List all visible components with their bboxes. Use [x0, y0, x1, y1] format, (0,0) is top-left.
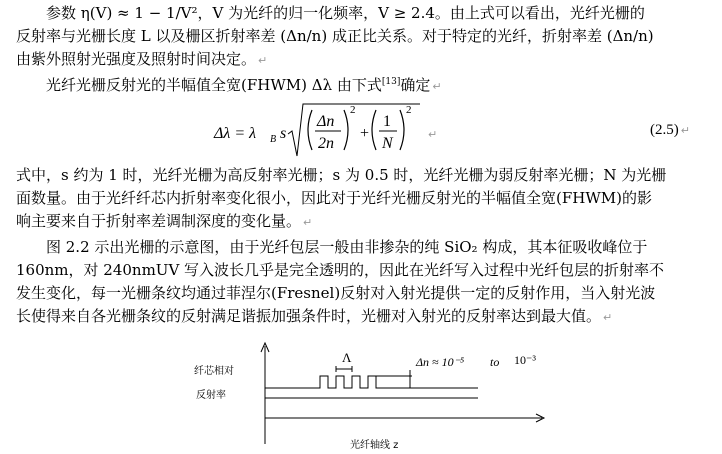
text-line: 响主要来自于折射率差调制深度的变化量。 ↵ [16, 212, 313, 230]
xlabel: 光纤轴线 z [350, 440, 399, 451]
dn-label: Δn ≈ 10⁻⁵ [416, 355, 465, 369]
ylabel-line2: 反射率 [196, 390, 226, 401]
text-line: 160nm，对 240nmUV 写入波长几乎是完全透明的，因此在光纤写入过程中光纤包层的折射率不 [16, 261, 665, 279]
paragraph-eta-definition [16, 2, 708, 71]
period-label: Λ [342, 350, 352, 365]
fraction1-numerator: Δn [317, 113, 335, 130]
exponent-1: 2 [350, 104, 356, 116]
svg-text:↵: ↵ [428, 128, 438, 141]
fraction2-denominator: N [382, 135, 393, 152]
text-line: 面数量。由于光纤纤芯内折射率变化很小，因此对于光纤光栅反射光的半幅值全宽(FHWM)的影 [16, 189, 652, 207]
fraction2-numerator: 1 [383, 113, 391, 130]
exponent-2: 2 [406, 104, 412, 116]
text-line: 发生变化，每一光栅条纹均通过菲涅尔(Fresnel)反射对入射光提供一定的反射作用，当入射光波 [16, 284, 656, 302]
citation: [13] [381, 77, 401, 87]
fraction1-denominator: 2n [318, 135, 334, 152]
grating-schematic [160, 340, 560, 454]
text-line: 反射率与光栅长度 L 以及栅区折射率差 (Δn/n) 成正比关系。对于特定的光纤，折射率差 (Δn/n) [16, 27, 654, 45]
text-line: 光纤光栅反射光的半幅值全宽(FHWM) Δλ 由下式[13]确定 ↵ [46, 76, 442, 94]
text-line: 式中，s 约为 1 时，光纤光栅为高反射率光栅；s 为 0.5 时，光纤光栅为弱反射率光栅；N 为光栅 [16, 166, 667, 184]
text-line: 参数 η(V) ≈ 1 − 1/V²，V 为光纤的归一化频率，V ≥ 2.4。由上式可以看出，光纤光栅的 [46, 4, 645, 22]
text-line: 长使得来自各光栅条纹的反射满足谐振加强条件时，光栅对入射光的反射率达到最大值。 ↵ [16, 307, 613, 325]
paragraph-fhwm-intro [16, 71, 708, 94]
equation-number: (2.5) ↵ [650, 122, 690, 138]
ylabel-line1: 纤芯相对 [194, 366, 234, 377]
equation-subscript: B [270, 134, 277, 145]
equation-lhs: Δλ = λ [214, 125, 257, 142]
paragraph-s-explanation [16, 164, 708, 233]
plus-sign: + [360, 125, 370, 142]
dn-upper-label: 10⁻³ [514, 353, 536, 367]
paragraph-grating-figure [16, 236, 708, 328]
equation-2-5 [0, 98, 722, 164]
text-line: 由紫外照射光强度及照射时间决定。 ↵ [16, 50, 268, 68]
equation-s: s [280, 125, 287, 142]
text-line: 图 2.2 示出光栅的示意图，由于光纤包层一般由非掺杂的纯 SiO₂ 构成，其本征吸收峰位于 [46, 238, 648, 256]
to-label: to [490, 355, 500, 369]
